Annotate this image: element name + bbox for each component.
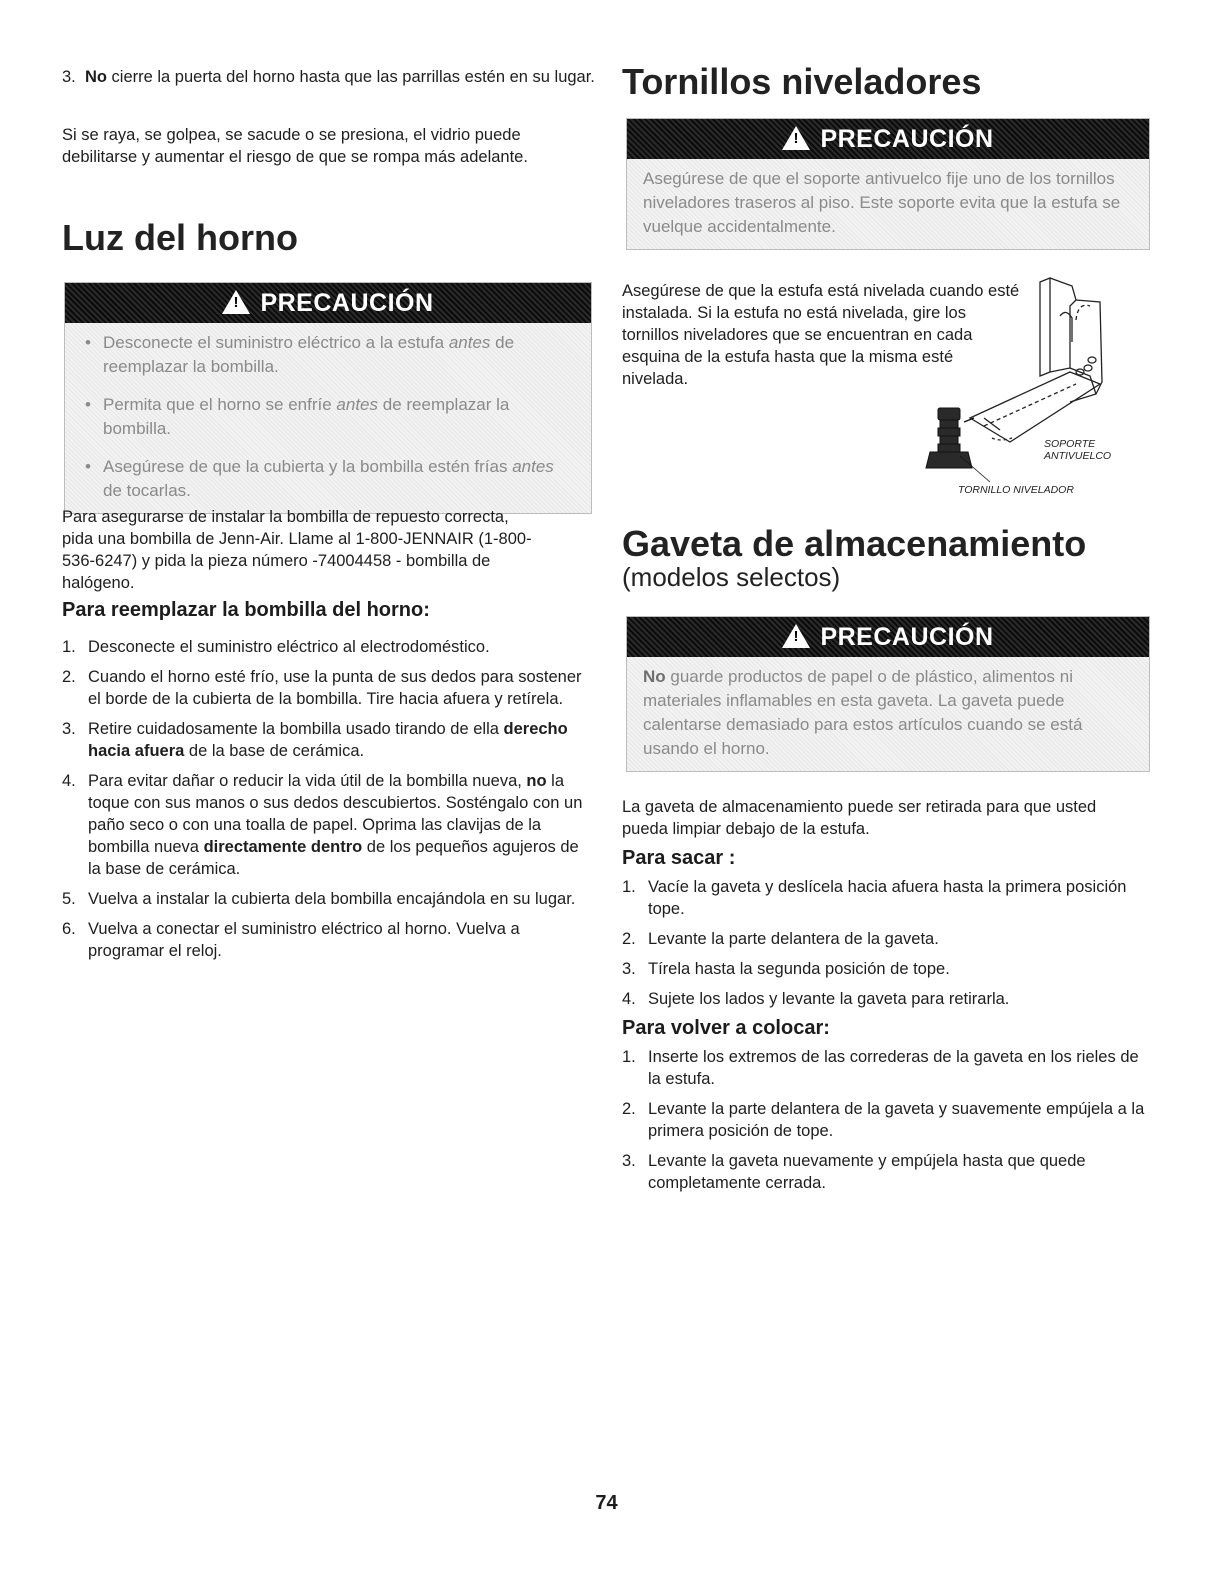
caution-header: [627, 617, 1149, 657]
step-text: cierre la puerta del horno hasta que las parrillas estén en su lugar.: [106, 68, 595, 86]
replace-steps: [622, 1046, 1152, 1202]
replacement-bulb-paragraph: Para asegurarse de instalar la bombilla de repuesto correcta, pida una bombilla de Jenn-Air. Llame al 1-800-JENNAIR (1-800-536-6247) y pida la pieza número -74004458 - bombilla de halógeno.: [62, 508, 532, 592]
caution-label: PRECAUCIÓN: [820, 623, 994, 651]
section-title-oven-light: Luz del horno: [62, 217, 298, 258]
list-item: 1. Inserte los extremos de las correderas de la gaveta en los rieles de la estufa.: [622, 1048, 1139, 1088]
caution-header: [627, 119, 1149, 159]
glass-warning-paragraph: Si se raya, se golpea, se sacude o se presiona, el vidrio puede debilitarse y aumentar el riesgo de que se rompa más adelante.: [62, 126, 528, 166]
list-item: 3. Levante la gaveta nuevamente y empújela hasta que quede completamente cerrada.: [622, 1152, 1086, 1192]
bold-word: No: [84, 68, 107, 86]
section-title-storage-drawer: Gaveta de almacenamiento: [622, 523, 1087, 564]
list-item: 1. Desconecte el suministro eléctrico al electrodoméstico.: [62, 638, 490, 656]
warning-icon: [222, 290, 250, 314]
list-item: 4. Para evitar dañar o reducir la vida útil de la bombilla nueva, no la toque con sus manos o sus dedos descubiertos. Sosténgalo con un paño seco o con una toalla de papel. Oprima las clavijas de la bombilla nueva directamente dentro de los pequeños agujeros de la base de cerámica.: [62, 772, 583, 878]
warning-icon: [782, 624, 810, 648]
caution-body: No guarde productos de papel o de plástico, alimentos ni materiales inflamables en esta gaveta. La gaveta puede calentarse demasiado para estos artículos cuando se está usando el horno.: [643, 667, 1083, 758]
replace-bulb-steps: [62, 636, 590, 970]
page-number: 74: [595, 1492, 618, 1514]
drawer-paragraph: La gaveta de almacenamiento puede ser retirada para que usted pueda limpiar debajo de la estufa.: [622, 798, 1097, 838]
section-subtitle: (modelos selectos): [622, 562, 841, 592]
caution-header: [65, 283, 591, 323]
caution-label: PRECAUCIÓN: [260, 289, 434, 317]
subhead-replace: Para volver a colocar:: [622, 1017, 830, 1039]
step-number: 3.: [62, 68, 76, 86]
list-item: 3. Tírela hasta la segunda posición de tope.: [622, 960, 950, 978]
caution-box-drawer: [626, 616, 1150, 772]
subhead-replace-bulb: Para reemplazar la bombilla del horno:: [62, 599, 430, 621]
caution-bullet: • Permita que el horno se enfríe antes de reemplazar la bombilla.: [81, 393, 577, 441]
list-item: 5. Vuelva a instalar la cubierta dela bombilla encajándola en su lugar.: [62, 890, 576, 908]
list-item: 3. Retire cuidadosamente la bombilla usado tirando de ella derecho hacia afuera de la base de cerámica.: [62, 720, 568, 760]
warning-icon: [782, 126, 810, 150]
subhead-remove: Para sacar :: [622, 847, 736, 869]
caution-body: Asegúrese de que el soporte antivuelco fije uno de los tornillos niveladores traseros al piso. Este soporte evita que la estufa se vuelque accidentalmente.: [643, 169, 1121, 236]
list-item: 6. Vuelva a conectar el suministro eléctrico al horno. Vuelva a programar el reloj.: [62, 920, 520, 960]
intro-step: [62, 66, 608, 88]
caution-bullet: • Desconecte el suministro eléctrico a la estufa antes de reemplazar la bombilla.: [81, 331, 577, 379]
list-item: 2. Levante la parte delantera de la gaveta.: [622, 930, 939, 948]
anti-tip-bracket-illustration: [900, 272, 1140, 502]
section-title-leveling-screws: Tornillos niveladores: [622, 61, 982, 102]
list-item: 1. Vacíe la gaveta y deslícela hacia afuera hasta la primera posición tope.: [622, 878, 1127, 918]
caution-bullet: • Asegúrese de que la cubierta y la bombilla estén frías antes de tocarlas.: [81, 455, 577, 503]
list-item: 4. Sujete los lados y levante la gaveta para retirarla.: [622, 990, 1010, 1008]
list-item: 2. Cuando el horno esté frío, use la punta de sus dedos para sostener el borde de la cubierta de la bombilla. Tire hacia afuera y retírela.: [62, 668, 582, 708]
remove-steps: [622, 876, 1152, 1018]
caution-body: [65, 323, 591, 513]
list-item: 2. Levante la parte delantera de la gaveta y suavemente empújela a la primera posición de tope.: [622, 1100, 1145, 1140]
leveling-paragraph: Asegúrese de que la estufa está nivelada cuando esté instalada. Si la estufa no está nivelada, gire los tornillos niveladores que se encuentran en cada esquina de la estufa hasta que la misma esté nivelada.: [622, 282, 1020, 388]
caution-box-oven-light: [64, 282, 592, 514]
figure-label-bracket: SOPORTE ANTIVUELCO: [1044, 438, 1112, 462]
caution-label: PRECAUCIÓN: [820, 125, 994, 153]
caution-box-leveling: [626, 118, 1150, 250]
figure-label-screw: TORNILLO NIVELADOR: [958, 484, 1074, 496]
